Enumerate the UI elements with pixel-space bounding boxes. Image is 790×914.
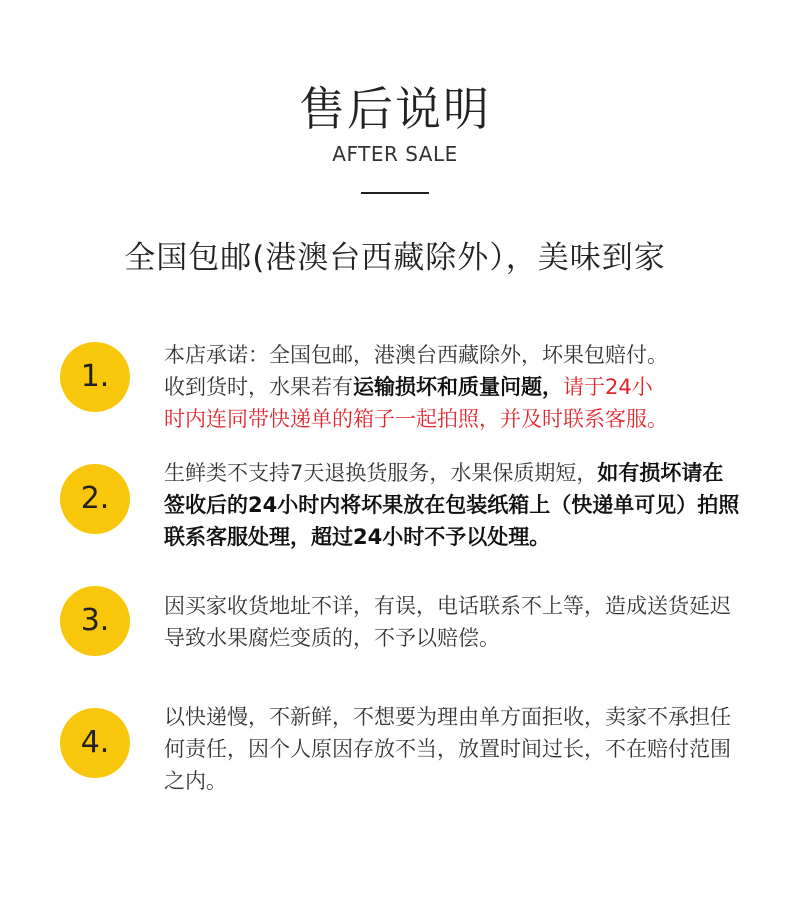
policy-text-2 xyxy=(164,457,744,553)
page-title: 售后说明 xyxy=(299,82,491,136)
number-badge-3: 3. xyxy=(60,586,130,656)
number-badge-1: 1. xyxy=(60,342,130,412)
policy-1-bold: 运输损坏和质量问题， xyxy=(353,375,563,399)
policy-1-plain: 收到货时，水果若有 xyxy=(164,375,353,399)
number-badge-4: 4. xyxy=(60,708,130,778)
policy-1-red-a: 请于24小 xyxy=(563,375,653,399)
header xyxy=(0,78,790,194)
policy-2-bold: 如有损坏请在签收后的24小时内将坏果放在包装纸箱上（快递单可见）拍照联系客服处理，超过24小时不予以处理。 xyxy=(164,461,740,549)
number-badge-2: 2. xyxy=(60,464,130,534)
policy-text-3: 因买家收货地址不详，有误，电话联系不上等，造成送货延迟导致水果腐烂变质的，不予以赔偿。 xyxy=(164,594,731,650)
page-subtitle: AFTER SALE xyxy=(332,142,458,166)
policy-1-line-1: 本店承诺：全国包邮，港澳台西藏除外，坏果包赔付。 xyxy=(164,343,668,367)
policy-text-1 xyxy=(164,339,744,435)
tagline: 全国包邮(港澳台西藏除外），美味到家 xyxy=(124,240,666,276)
policy-text-4: 以快递慢，不新鲜，不想要为理由单方面拒收，卖家不承担任何责任，因个人原因存放不当，放置时间过长，不在赔付范围之内。 xyxy=(164,705,731,793)
title-divider xyxy=(361,192,429,194)
policy-1-red-b: 时内连同带快递单的箱子一起拍照，并及时联系客服。 xyxy=(164,407,668,431)
policy-2-plain: 生鲜类不支持7天退换货服务，水果保质期短， xyxy=(164,461,598,485)
policy-1-line-2 xyxy=(164,371,744,403)
